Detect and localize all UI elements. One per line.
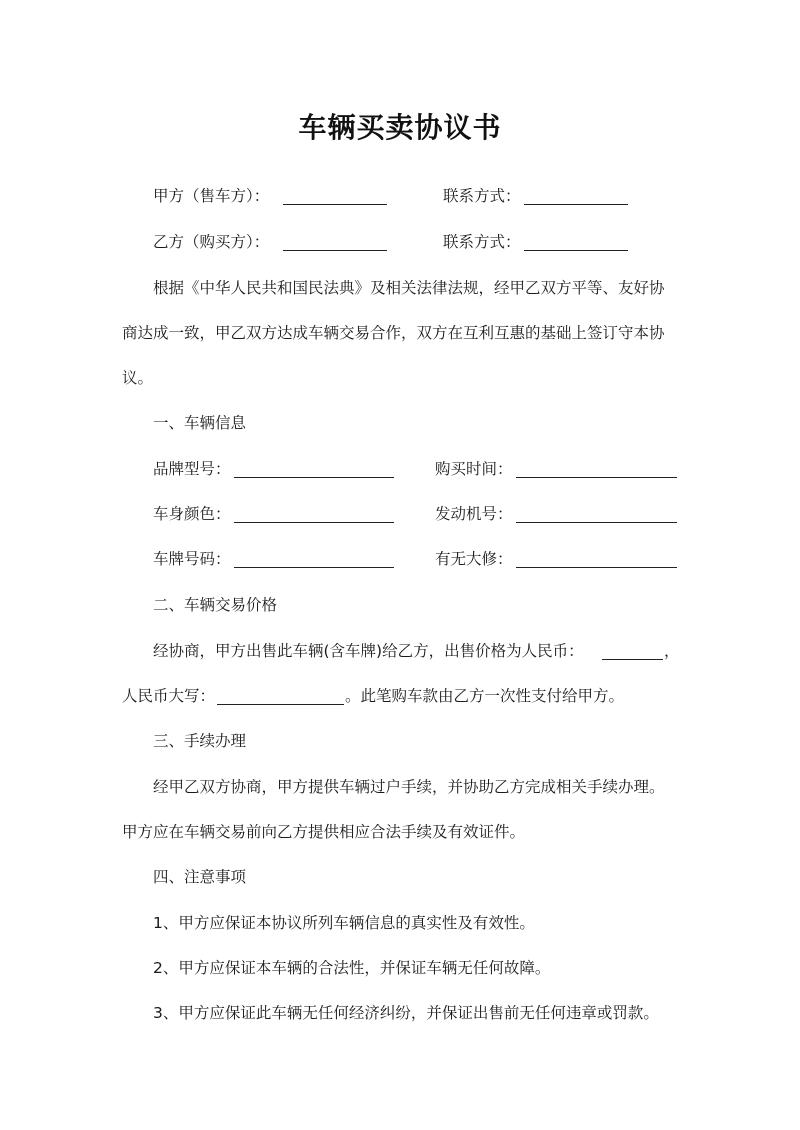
- engine-number-label: 发动机号：: [435, 505, 513, 523]
- notice-item-3: 3、甲方应保证此车辆无任何经济纠纷，并保证出售前无任何违章或罚款。: [153, 1004, 659, 1022]
- section-3-heading: 三、手续办理: [153, 732, 247, 750]
- party-a-label: 甲方（售车方）：: [153, 187, 270, 205]
- price-amount-blank[interactable]: [602, 643, 663, 660]
- notice-item-1: 1、甲方应保证本协议所列车辆信息的真实性及有效性。: [153, 914, 535, 932]
- body-color-label: 车身颜色：: [153, 505, 231, 523]
- document-title: 车辆买卖协议书: [298, 111, 502, 144]
- body-color-blank[interactable]: [234, 506, 394, 523]
- plate-number-label: 车牌号码：: [153, 550, 231, 568]
- section-1-heading: 一、车辆信息: [153, 414, 247, 432]
- price-uppercase-blank[interactable]: [217, 688, 344, 705]
- purchase-time-label: 购买时间：: [435, 460, 513, 478]
- procedures-line-1: 经甲乙双方协商，甲方提供车辆过户手续，并协助乙方完成相关手续办理。: [153, 778, 665, 796]
- overhaul-label: 有无大修：: [435, 550, 513, 568]
- engine-number-blank[interactable]: [516, 506, 677, 523]
- party-b-contact-label: 联系方式：: [443, 233, 521, 251]
- party-b-contact-blank[interactable]: [524, 234, 628, 251]
- price-line-prefix: 经协商，甲方出售此车辆(含车牌)给乙方，出售价格为人民币：: [153, 642, 584, 660]
- brand-model-blank[interactable]: [234, 461, 394, 478]
- party-b-blank[interactable]: [283, 234, 387, 251]
- intro-line-1: 根据《中华人民共和国民法典》及相关法律法规，经甲乙双方平等、友好协: [153, 279, 665, 297]
- party-b-label: 乙方（购买方）：: [153, 233, 270, 251]
- notice-item-2: 2、甲方应保证本车辆的合法性，并保证车辆无任何故障。: [153, 959, 551, 977]
- price-uppercase-label: 人民币大写：: [122, 687, 216, 705]
- intro-line-3: 议。: [122, 369, 154, 387]
- purchase-time-blank[interactable]: [516, 461, 677, 478]
- section-4-heading: 四、注意事项: [153, 868, 247, 886]
- price-uppercase-suffix: 。此笔购车款由乙方一次性支付给甲方。: [345, 687, 625, 705]
- overhaul-blank[interactable]: [516, 551, 677, 568]
- party-a-contact-blank[interactable]: [524, 188, 628, 205]
- party-a-contact-label: 联系方式：: [443, 187, 521, 205]
- party-a-blank[interactable]: [283, 188, 387, 205]
- plate-number-blank[interactable]: [234, 551, 394, 568]
- brand-model-label: 品牌型号：: [153, 460, 231, 478]
- intro-line-2: 商达成一致，甲乙双方达成车辆交易合作，双方在互利互惠的基础上签订守本协: [122, 324, 665, 342]
- procedures-line-2: 甲方应在车辆交易前向乙方提供相应合法手续及有效证件。: [122, 823, 526, 841]
- section-2-heading: 二、车辆交易价格: [153, 596, 278, 614]
- price-line-suffix: ，: [664, 642, 680, 660]
